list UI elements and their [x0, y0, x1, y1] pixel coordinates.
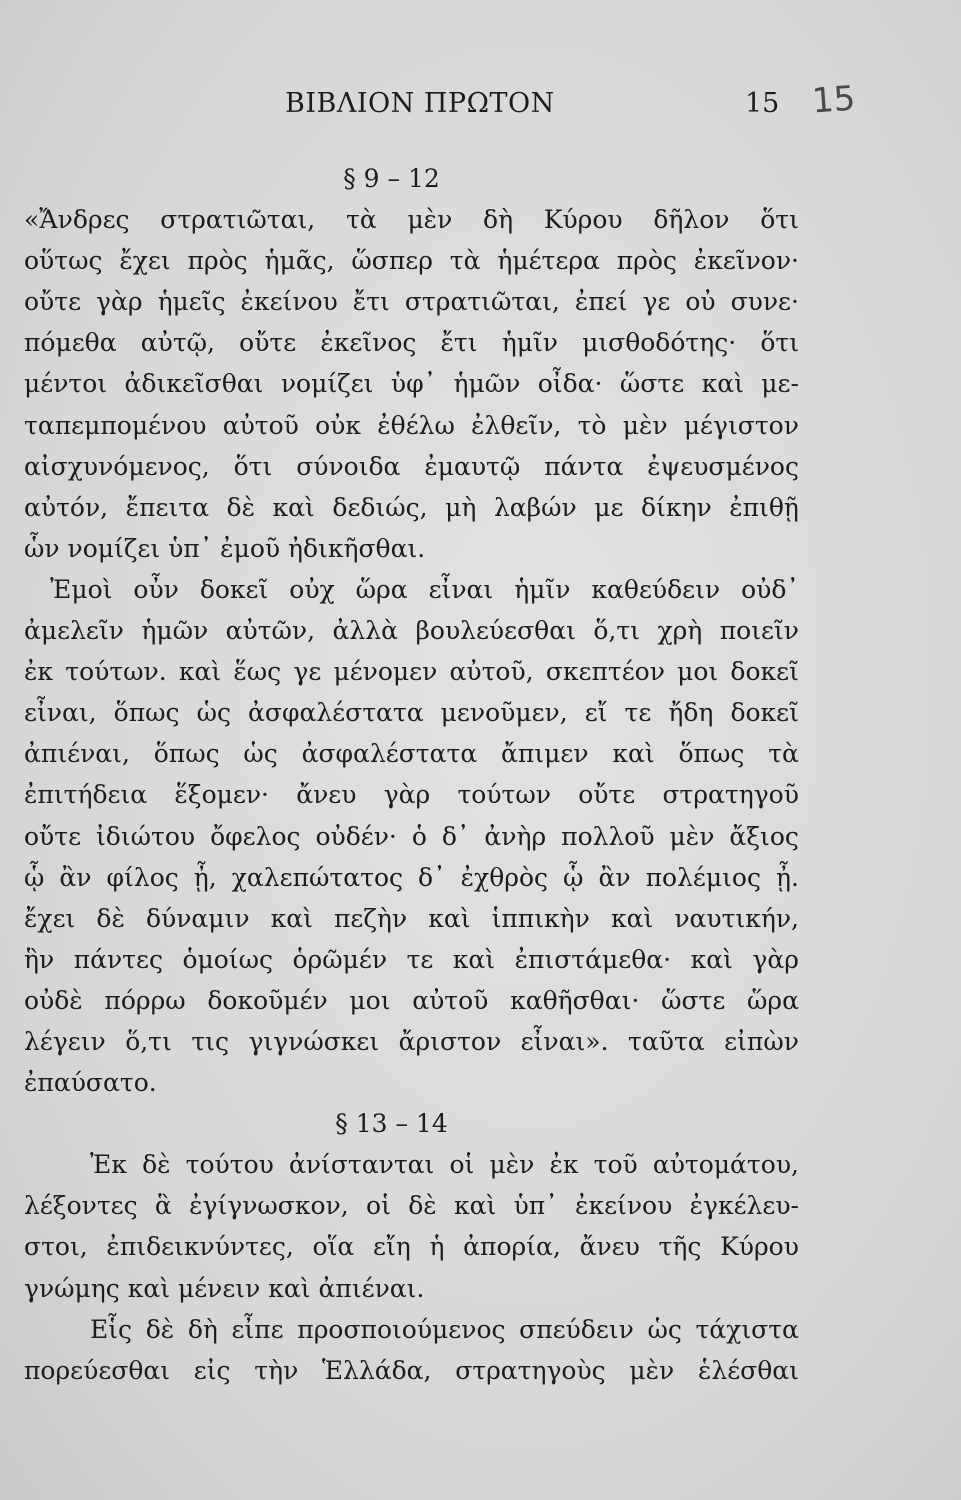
text-line: ἣν πάντες ὁμοίως ὁρῶμέν τε καὶ ἐπιστάμεθα· καὶ γὰρ	[24, 944, 799, 974]
text-line: εἶναι, ὅπως ὡς ἀσφαλέστατα μενοῦμεν, εἴ τε ἤδη δοκεῖ	[24, 698, 799, 728]
text-line: στοι, ἐπιδεικνύντες, οἵα εἴη ἡ ἀπορία, ἄνευ τῆς Κύρου	[24, 1232, 799, 1262]
text-line: ὧν νομίζει ὑπ᾽ ἐμοῦ ἠδικῆσθαι.	[24, 533, 426, 563]
text-line: ταπεμπομένου αὐτοῦ οὐκ ἐθέλω ἐλθεῖν, τὸ μὲν μέγιστον	[24, 410, 799, 440]
running-head: ΒΙΒΛΙΟΝ ΠΡΩΤΟΝ	[285, 88, 555, 119]
text-line: πορεύεσθαι εἰς τὴν Ἑλλάδα, στρατηγοὺς μὲν ἑλέσθαι	[24, 1355, 799, 1385]
text-line: ἔχει δὲ δύναμιν καὶ πεζὴν καὶ ἱππικὴν καὶ ναυτικήν,	[24, 903, 799, 933]
handwritten-page-number: 15	[810, 78, 857, 122]
text-line: οὕτως ἔχει πρὸς ἡμᾶς, ὥσπερ τὰ ἡμέτερα πρὸς ἐκεῖνον·	[24, 246, 799, 276]
text-line: οὔτε ἰδιώτου ὄφελος οὐδέν· ὁ δ᾽ ἀνὴρ πολλοῦ μὲν ἄξιος	[24, 821, 799, 851]
page-header	[0, 78, 961, 128]
text-line: αἰσχυνόμενος, ὅτι σύνοιδα ἐμαυτῷ πάντα ἐψευσμένος	[24, 451, 799, 481]
section-heading: § 9 – 12	[343, 164, 440, 193]
text-line: ἐπιτήδεια ἕξομεν· ἄνευ γὰρ τούτων οὔτε στρατηγοῦ	[24, 780, 799, 810]
text-line: λέξοντες ἃ ἐγίγνωσκον, οἱ δὲ καὶ ὑπ᾽ ἐκείνου ἐγκέλευ-	[24, 1191, 799, 1221]
text-line: οὔτε γὰρ ἡμεῖς ἐκείνου ἔτι στρατιῶται, ἐπεί γε οὐ συνε·	[24, 287, 799, 317]
text-line: γνώμης καὶ μένειν καὶ ἀπιέναι.	[24, 1273, 425, 1303]
text-line: Εἷς δὲ δὴ εἶπε προσποιούμενος σπεύδειν ὡς τάχιστα	[90, 1314, 799, 1344]
text-line: πόμεθα αὐτῷ, οὔτε ἐκεῖνος ἔτι ἡμῖν μισθοδότης· ὅτι	[24, 328, 799, 358]
text-line: οὐδὲ πόρρω δοκοῦμέν μοι αὐτοῦ καθῆσθαι· ὥστε ὥρα	[24, 985, 799, 1015]
text-line: Ἐμοὶ οὖν δοκεῖ οὐχ ὥρα εἶναι ἡμῖν καθεύδειν οὐδ᾽	[50, 574, 799, 604]
text-line: ᾧ ἂν φίλος ᾖ, χαλεπώτατος δ᾽ ἐχθρὸς ᾧ ἂν πολέμιος ᾖ.	[24, 862, 799, 892]
text-line: ἐπαύσατο.	[24, 1068, 157, 1098]
section-heading: § 13 – 14	[335, 1109, 448, 1139]
text-line: ἀπιέναι, ὅπως ὡς ἀσφαλέστατα ἄπιμεν καὶ ὅπως τὰ	[24, 739, 799, 769]
text-line: λέγειν ὅ,τι τις γιγνώσκει ἄριστον εἶναι». ταῦτα εἰπὼν	[24, 1026, 799, 1056]
text-line: ἀμελεῖν ἡμῶν αὐτῶν, ἀλλὰ βουλεύεσθαι ὅ,τι χρὴ ποιεῖν	[24, 616, 799, 646]
text-line: «Ἄνδρες στρατιῶται, τὰ μὲν δὴ Κύρου δῆλον ὅτι	[24, 205, 799, 235]
body-text	[24, 158, 799, 1391]
text-line: ἐκ τούτων. καὶ ἕως γε μένομεν αὐτοῦ, σκεπτέον μοι δοκεῖ	[24, 657, 799, 687]
text-line: μέντοι ἀδικεῖσθαι νομίζει ὑφ᾽ ἡμῶν οἶδα· ὥστε καὶ με-	[24, 369, 799, 399]
text-line: Ἐκ δὲ τούτου ἀνίστανται οἱ μὲν ἐκ τοῦ αὐτομάτου,	[90, 1150, 799, 1180]
text-line: αὐτόν, ἔπειτα δὲ καὶ δεδιώς, μὴ λαβών με δίκην ἐπιθῇ	[24, 492, 799, 522]
page-number: 15	[745, 88, 780, 119]
